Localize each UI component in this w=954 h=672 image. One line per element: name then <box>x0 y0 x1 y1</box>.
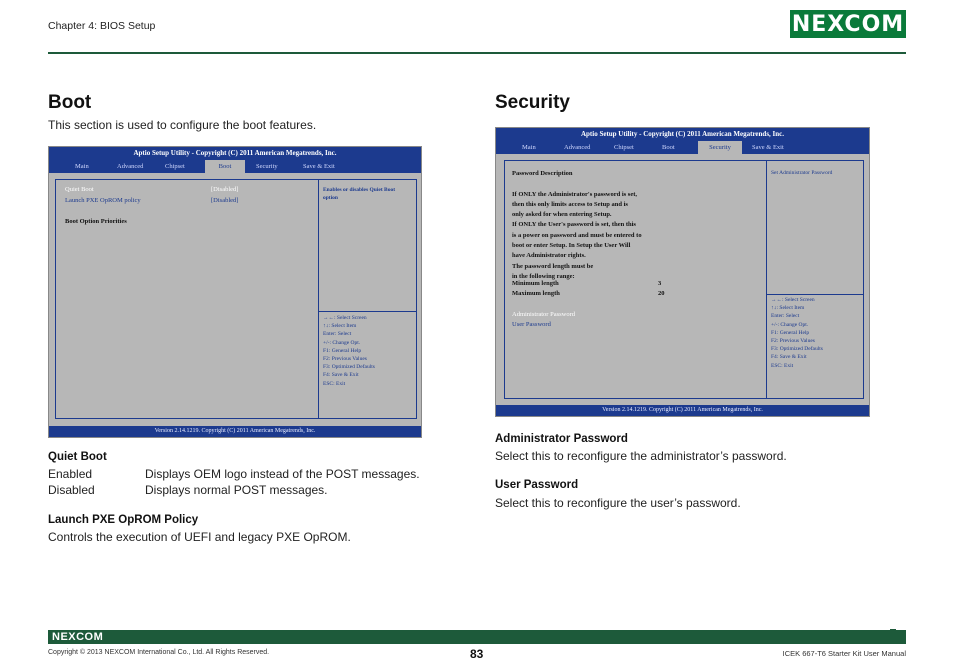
key-help: F1: General Help <box>323 347 362 354</box>
key-help: →←: Select Screen <box>771 297 815 303</box>
key-help: F3: Optimized Defaults <box>323 364 375 371</box>
pxe-policy-value[interactable]: [Disabled] <box>211 197 239 204</box>
password-desc-line: only asked for when entering Setup. <box>512 211 612 219</box>
footer-square-decoration <box>890 629 896 635</box>
tab-security[interactable]: Security <box>698 141 742 154</box>
password-desc-line: in the following range: <box>512 272 575 280</box>
footer-square-decoration <box>898 637 904 643</box>
help-divider <box>767 294 863 295</box>
tab-boot[interactable]: Boot <box>205 160 245 173</box>
password-desc-line: Password Description <box>512 170 573 177</box>
tab-security[interactable]: Security <box>256 163 278 170</box>
bios-footer: Version 2.14.1219. Copyright (C) 2011 American Megatrends, Inc. <box>49 426 421 437</box>
help-text-line: Set Administrator Password <box>771 170 833 176</box>
key-help: F2: Previous Values <box>323 356 367 363</box>
password-desc-line: The password length must be <box>512 262 594 270</box>
bios-titlebar: Aptio Setup Utility - Copyright (C) 2011 American Megatrends, Inc. <box>496 128 869 141</box>
security-bios-screenshot <box>495 127 870 417</box>
key-help: ESC: Exit <box>323 380 346 387</box>
key-help: Enter: Select <box>771 313 800 320</box>
footer-bar <box>48 630 906 644</box>
admin-password-desc: Select this to reconfigure the administrator’s password. <box>495 449 787 463</box>
manual-title: ICEK 667-T6 Starter Kit User Manual <box>782 649 906 658</box>
max-length-value: 20 <box>658 290 665 297</box>
footer-logo: NEXCOM <box>52 631 104 643</box>
bios-help-panel <box>766 160 864 399</box>
key-help: F1: General Help <box>771 329 810 336</box>
boot-title: Boot <box>48 92 92 113</box>
page-number: 83 <box>470 647 484 661</box>
nexcom-logo: NEXCOM <box>791 11 905 37</box>
key-help: F4: Save & Exit <box>323 372 359 379</box>
option-desc: Displays OEM logo instead of the POST messages. <box>145 467 420 481</box>
option-name: Enabled <box>48 467 93 481</box>
pxe-policy-item[interactable]: Launch PXE OpROM policy <box>65 197 141 204</box>
help-text-line: Enables or disables Quiet Boot <box>323 187 396 193</box>
password-desc-line: If ONLY the User's password is set, then this <box>512 221 636 229</box>
password-desc-line: is a power on password and must be entered to <box>512 231 642 239</box>
bios-help-panel <box>318 179 417 419</box>
quiet-boot-item[interactable]: Quiet Boot <box>65 186 94 193</box>
quiet-boot-value[interactable]: [Disabled] <box>211 186 239 193</box>
tab-chipset[interactable]: Chipset <box>165 163 185 170</box>
key-help: F2: Previous Values <box>771 338 815 345</box>
tab-chipset[interactable]: Chipset <box>614 144 634 151</box>
pxe-desc: Controls the execution of UEFI and legacy PXE OpROM. <box>48 530 351 544</box>
key-help: ↑↓: Select Item <box>323 323 357 330</box>
key-help: →←: Select Screen <box>323 315 367 321</box>
tab-main[interactable]: Main <box>75 163 89 170</box>
bios-titlebar: Aptio Setup Utility - Copyright (C) 2011 American Megatrends, Inc. <box>49 147 421 160</box>
boot-bios-screenshot <box>48 146 422 438</box>
help-divider <box>319 311 416 312</box>
min-length-label: Minimum length <box>512 280 559 287</box>
copyright-text: Copyright © 2013 NEXCOM International Co., Ltd. All Rights Reserved. <box>48 649 270 656</box>
user-password-desc: Select this to reconfigure the user’s password. <box>495 496 741 510</box>
chapter-label: Chapter 4: BIOS Setup <box>48 20 156 32</box>
min-length-value: 3 <box>658 280 662 287</box>
tab-save-exit[interactable]: Save & Exit <box>303 163 335 170</box>
pxe-heading: Launch PXE OpROM Policy <box>48 514 199 526</box>
security-title: Security <box>495 92 570 113</box>
boot-option-priorities: Boot Option Priorities <box>65 218 127 225</box>
password-desc-line: have Administrator rights. <box>512 252 586 260</box>
tab-save-exit[interactable]: Save & Exit <box>752 144 784 151</box>
password-desc-line: boot or enter Setup. In Setup the User Will <box>512 242 631 250</box>
admin-password-item[interactable]: Administrator Password <box>512 311 576 318</box>
user-password-item[interactable]: User Password <box>512 321 551 328</box>
bios-menubar <box>49 160 421 173</box>
tab-boot[interactable]: Boot <box>662 144 675 151</box>
bios-footer: Version 2.14.1219. Copyright (C) 2011 American Megatrends, Inc. <box>496 405 869 416</box>
user-password-heading: User Password <box>495 479 579 491</box>
key-help: F4: Save & Exit <box>771 354 807 361</box>
admin-password-heading: Administrator Password <box>495 433 628 445</box>
tab-main[interactable]: Main <box>522 144 536 151</box>
tab-advanced[interactable]: Advanced <box>117 163 144 170</box>
key-help: +/-: Change Opt. <box>323 339 361 346</box>
password-desc-line <box>512 179 642 189</box>
key-help: Enter: Select <box>323 331 352 338</box>
quiet-boot-heading: Quiet Boot <box>48 451 107 463</box>
option-name: Disabled <box>48 483 95 497</box>
key-help: +/-: Change Opt. <box>771 321 809 328</box>
max-length-label: Maximum length <box>512 290 560 297</box>
key-help: ESC: Exit <box>771 362 794 369</box>
key-help: ↑↓: Select Item <box>771 305 805 312</box>
header-divider <box>48 52 906 54</box>
bios-menubar <box>496 141 869 154</box>
password-desc-line: If ONLY the Administrator's password is set, <box>512 190 638 198</box>
boot-intro: This section is used to configure the boot features. <box>48 118 317 132</box>
option-desc: Displays normal POST messages. <box>145 483 328 497</box>
tab-advanced[interactable]: Advanced <box>564 144 591 151</box>
key-help: F3: Optimized Defaults <box>771 346 823 353</box>
help-text-line: option <box>323 195 338 201</box>
password-desc-line: then this only limits access to Setup and is <box>512 200 628 208</box>
